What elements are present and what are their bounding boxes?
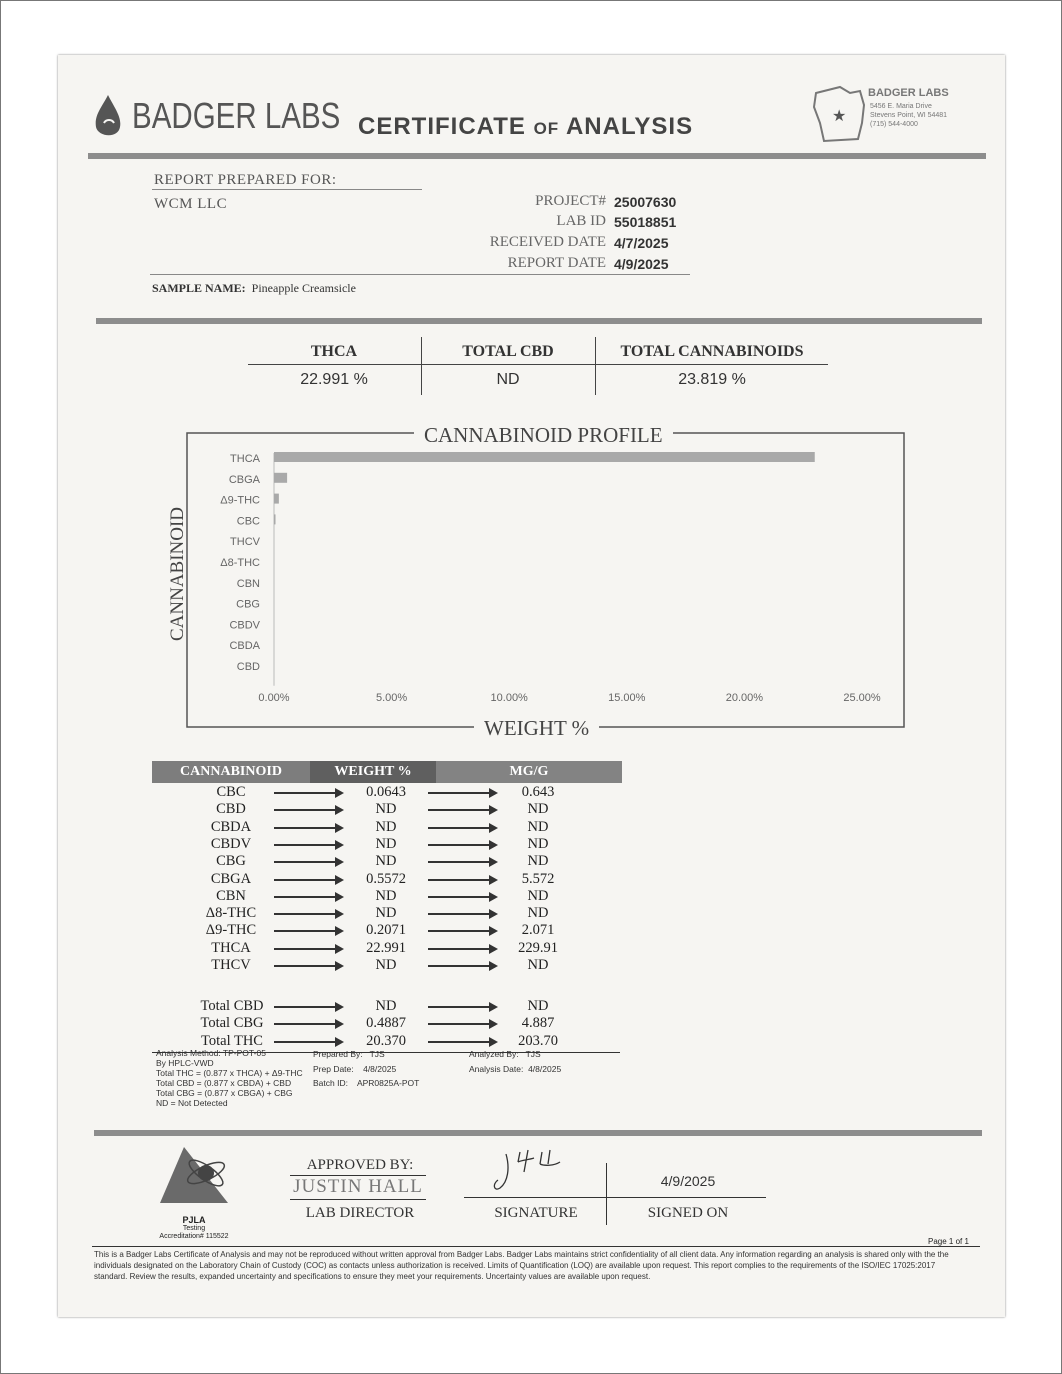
approver-name: JUSTIN HALL [293,1176,423,1197]
cannabinoid-name: CBDV [210,835,252,852]
arrow-icon [274,1041,342,1043]
arrow-icon [274,913,342,915]
stamp-line1: 5456 E. Maria Drive [870,103,932,110]
header-cannabinoid: CANNABINOID [152,761,310,783]
signed-on-label: SIGNED ON [647,1205,729,1221]
approved-by-label: APPROVED BY: [306,1157,414,1173]
weight-value: ND [375,957,397,973]
table-row [152,922,622,939]
chart-x-tick: 10.00% [490,692,528,704]
weight-value: 20.370 [366,1032,406,1049]
chart-y-label: CANNABINOID [167,506,188,642]
table-row [152,801,622,818]
arrow-icon [428,1041,496,1043]
chart-category-label: THCA [230,453,260,465]
signed-on-date: 4/9/2025 [660,1173,716,1189]
mg-value: ND [527,905,549,922]
total-cbd-value: ND [496,371,520,388]
arrow-icon [428,948,496,950]
mg-value: ND [527,835,549,852]
weight-value: 0.5572 [366,870,406,887]
table-row [152,998,622,1015]
pjla-line2: Testing [182,1225,206,1232]
arrow-icon [428,965,496,967]
method-line-5: Total CBG = (0.877 x CBGA) + CBG [156,1088,293,1098]
method-notes [156,1048,303,1108]
sample-name-row: SAMPLE NAME: Pineapple Creamsicle [152,281,356,295]
table-row [152,1015,622,1032]
chart-title: CANNABINOID PROFILE [414,423,673,448]
stamp-line3: (715) 544-4000 [870,121,918,128]
cannabinoid-name: CBN [216,887,246,904]
chart-category-label: CBG [236,598,260,611]
chart-x-tick: 0.00% [258,692,290,704]
signature-label: SIGNATURE [494,1205,578,1221]
mg-value: ND [527,801,549,818]
arrow-icon [274,930,342,932]
chart-category-label: CBD [236,661,260,673]
weight-value: ND [375,998,397,1014]
svg-text:★: ★ [832,106,847,125]
footer-rule [92,1246,980,1247]
arrow-icon [274,1023,342,1025]
summary-sep-1 [421,337,422,395]
chart-x-tick: 20.00% [725,692,764,704]
cannabinoid-name: Δ9-THC [205,922,257,939]
cannabinoid-name: Total CBD [200,998,264,1014]
mg-value: 2.071 [521,922,555,939]
table-row [152,784,622,801]
arrow-icon [428,861,496,863]
header-rule [88,153,986,159]
arrow-icon [428,1006,496,1008]
cannabinoid-chart [167,423,906,743]
mg-value: ND [527,853,549,870]
arrow-icon [274,965,342,967]
arrow-icon [274,809,342,811]
badger-logo-icon [92,93,124,146]
cannabinoid-name: THCA [211,939,251,956]
arrow-icon [274,861,342,863]
weight-value: ND [375,905,397,922]
chart-x-tick: 5.00% [375,692,408,704]
summary-divider [248,364,828,365]
chart-svg [186,423,906,743]
disclaimer-text: This is a Badger Labs Certificate of Analysis and may not be reproduced without written approval from Badger Labs. Badger Labs maintains strict confidentiality of all client data. Any information regarding an analysis is shared only with the the individuals designated on the Laboratory Chain of Custody (COC) as contacts unless authorization is received. Limits of Quantification (LOQ) are available upon request. This report complies to the requirements of the ISO/IEC 17025:2017 standard. Review the results, expanded uncertainty and specifications to ensure they meet your requirements. Uncertainty values are available upon request. [94,1250,949,1281]
mg-value: ND [527,887,549,904]
arrow-icon [428,1023,496,1025]
chart-bar-CBC [274,514,276,524]
approver-underline [290,1199,426,1200]
mg-value: ND [527,957,549,973]
page-number: Page 1 of 1 [928,1237,969,1246]
project-label: PROJECT# [535,193,606,209]
table-row [152,957,622,974]
chart-bar-THCA [274,452,815,462]
cannabinoid-name: CBC [216,784,246,800]
arrow-icon [274,844,342,846]
weight-value: ND [375,818,397,835]
certificate-page [58,55,1005,1317]
approver-role: LAB DIRECTOR [305,1205,415,1221]
table-row [152,888,622,905]
weight-value: 0.0643 [366,784,406,800]
chart-category-label: CBDA [229,640,260,653]
mg-value: 203.70 [518,1032,558,1049]
report-date-label: REPORT DATE [507,255,606,271]
mg-value: ND [527,998,549,1014]
weight-value: 22.991 [366,939,406,956]
signature-drawing-icon [488,1148,598,1201]
table-row [152,819,622,836]
total-cannabinoids-value: 23.819 % [678,371,746,388]
summary-sep-2 [595,337,596,395]
lab-id-value: 55018851 [614,214,677,230]
cannabinoid-name: Total CBG [200,1015,264,1032]
chart-x-tick: 25.00% [843,692,881,704]
chart-category-label: THCV [230,536,260,549]
prepared-for-underline [152,189,422,190]
project-value: 25007630 [614,194,677,210]
signature-divider [606,1163,607,1225]
cannabinoid-name: CBDA [210,818,252,835]
method-line-1: Analysis Method: TP-POT-05 [156,1048,266,1058]
chart-bar-Δ9-THC [274,494,279,504]
thca-label: THCA [310,343,358,360]
received-date-value: 4/7/2025 [614,235,669,251]
chart-category-label: Δ9-THC [220,494,260,507]
analyzed-by: Analyzed By: TJS [469,1049,541,1059]
table-row [152,940,622,957]
weight-value: ND [375,887,397,904]
arrow-icon [428,792,496,794]
method-line-2: By HPLC-VWD [156,1058,214,1068]
header-weight: WEIGHT % [310,761,436,783]
weight-value: ND [375,835,397,852]
weight-value: ND [375,801,397,818]
analysis-date: Analysis Date: 4/8/2025 [469,1064,562,1074]
prepared-by: Prepared By: TJS [313,1049,385,1059]
summary-table [248,337,828,395]
signature-line [464,1197,766,1198]
approval-rule [94,1130,982,1136]
cannabinoid-name: CBG [216,853,246,870]
stamp-line2: Stevens Point, WI 54481 [870,112,948,119]
mg-value: 0.643 [521,784,555,800]
arrow-icon [274,792,342,794]
arrow-icon [274,896,342,898]
chart-category-label: CBDV [229,619,260,632]
cannabinoid-name: CBGA [210,870,252,887]
total-cannabinoids-label: TOTAL CANNABINOIDS [620,343,804,360]
header-mg: MG/G [436,761,622,783]
lab-stamp [810,83,970,145]
arrow-icon [428,879,496,881]
cannabinoid-name: Total THC [201,1032,263,1049]
mg-value: 5.572 [521,870,555,887]
weight-value: 0.2071 [366,922,406,939]
thca-value: 22.991 % [300,371,368,388]
stamp-name: BADGER LABS [868,87,949,99]
arrow-icon [274,948,342,950]
table-row [152,871,622,888]
prep-date: Prep Date: 4/8/2025 [313,1064,397,1074]
chart-category-label: Δ8-THC [220,557,260,569]
cannabinoid-name: Δ8-THC [205,905,257,922]
arrow-icon [428,930,496,932]
total-cbd-label: TOTAL CBD [462,343,554,360]
lab-id-label: LAB ID [556,213,606,229]
pjla-line1: PJLA [182,1215,206,1225]
pjla-logo-icon [158,1143,238,1212]
table-row [152,836,622,853]
mg-value: 4.887 [521,1015,555,1032]
arrow-icon [428,896,496,898]
mg-value: ND [527,818,549,835]
received-date-label: RECEIVED DATE [489,234,606,250]
table-row [152,905,622,922]
table-row [152,853,622,870]
arrow-icon [274,827,342,829]
pjla-line3: Accreditation# 115522 [159,1233,229,1240]
report-date-value: 4/9/2025 [614,256,669,272]
method-line-6: ND = Not Detected [156,1098,228,1108]
arrow-icon [274,879,342,881]
wisconsin-map-icon [810,83,870,145]
info-underline [150,274,690,275]
chart-x-tick: 15.00% [608,692,646,704]
batch-id: Batch ID: APR0825A-POT [313,1078,420,1088]
arrow-icon [428,913,496,915]
arrow-icon [428,827,496,829]
chart-category-label: CBN [236,577,260,590]
arrow-icon [428,809,496,811]
chart-category-label: CBGA [228,473,260,486]
chart-x-label: WEIGHT % [474,716,599,741]
method-line-4: Total CBD = (0.877 x CBDA) + CBD [156,1078,292,1088]
arrow-icon [428,844,496,846]
weight-value: ND [375,853,397,870]
mg-value: 229.91 [518,939,558,956]
y-label-anchor [167,506,188,642]
arrow-icon [274,1006,342,1008]
cannabinoid-name: CBD [216,801,246,818]
chart-category-label: CBC [236,515,260,528]
method-line-3: Total THC = (0.877 x THCA) + Δ9-THC [156,1068,303,1078]
section-rule [96,318,982,324]
logo-text: BADGER LABS [132,95,341,136]
cannabinoid-name: THCV [211,957,251,973]
client-name: WCM LLC [154,196,228,212]
weight-value: 0.4887 [366,1015,406,1032]
document-title: CERTIFICATE OF ANALYSIS [358,113,694,140]
chart-bar-CBGA [274,473,287,483]
prepared-for-label: REPORT PREPARED FOR: [154,172,337,188]
chart-frame [187,433,904,727]
